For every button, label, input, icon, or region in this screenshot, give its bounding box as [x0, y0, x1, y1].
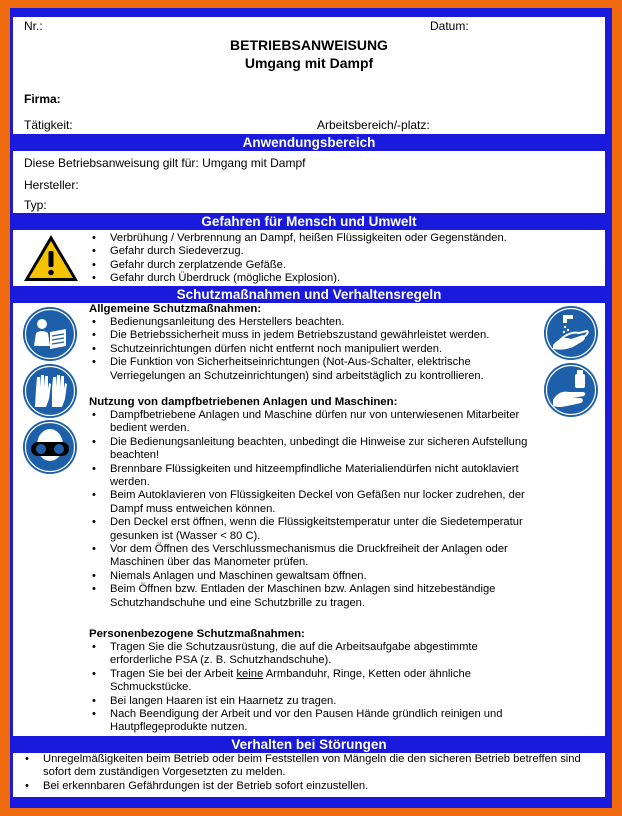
- list-item-text: Tragen Sie bei der Arbeit: [110, 667, 237, 680]
- firma-label: Firma:: [24, 92, 61, 106]
- list-item-text: Armbanduhr, Ringe, Ketten oder ähnliche Schmuckstücke.: [110, 667, 471, 694]
- list-item: • Bedienungsanleitung des Herstellers beachten.: [90, 316, 530, 329]
- person-list: [90, 641, 520, 735]
- hersteller-label: Hersteller:: [24, 178, 79, 192]
- warning-triangle-icon: [22, 233, 80, 283]
- page-subtitle: Umgang mit Dampf: [244, 55, 374, 71]
- list-item: • Beim Autoklavieren von Flüssigkeiten Deckel von Gefäßen nur locker zudrehen, der Dampf muss entweichen können.: [90, 489, 540, 516]
- gilt-fuer-text: Diese Betriebsanweisung gilt für: Umgang mit Dampf: [24, 156, 306, 170]
- skin-care-icon: [543, 362, 599, 418]
- list-item: • Die Betriebssicherheit muss in jedem Betriebszustand gewährleistet werden.: [90, 329, 530, 342]
- list-item: • Vor dem Öffnen des Verschlussmechanismus die Druckfreiheit der Anlagen oder Maschinen über das Manometer prüfen.: [90, 543, 540, 570]
- stoerungen-list: [23, 753, 601, 793]
- list-item: • Den Deckel erst öffnen, wenn die Flüssigkeitstemperatur unter die Siedetemperatur gesunken ist (Wasser < 80 C).: [90, 516, 540, 543]
- list-item: • Beim Öffnen bzw. Entladen der Maschinen bzw. Anlagen sind hitzebeständige Schutzhandschuhe und eine Schutzbrille zu tragen.: [90, 583, 540, 610]
- anwendung-heading: Anwendungsbereich: [13, 134, 605, 151]
- list-item: • Die Funktion von Sicherheitseinrichtungen (Not-Aus-Schalter, elektrische Verriegelungen an Schutzeinrichtungen) sind arbeitstäglich zu kontrollieren.: [90, 356, 530, 383]
- typ-label: Typ:: [24, 198, 47, 212]
- list-item: • Schutzeinrichtungen dürfen nicht entfernt noch manipuliert werden.: [90, 343, 530, 356]
- page-title: BETRIEBSANWEISUNG: [230, 37, 388, 53]
- list-item: • Die Bedienungsanleitung beachten, unbedingt die Hinweise zur sicheren Aufstellung beachten!: [90, 436, 540, 463]
- stoerungen-heading: Verhalten bei Störungen: [13, 736, 605, 753]
- list-item: • Brennbare Flüssigkeiten und hitzeempfindliche Materialiendürfen nicht autoklaviert werden.: [90, 463, 540, 490]
- list-item: • Gefahr durch Siedeverzug.: [90, 245, 600, 258]
- list-item: • Dampfbetriebene Anlagen und Maschine dürfen nur von unterwiesenen Mitarbeiter bedient werden.: [90, 409, 540, 436]
- gefahren-heading: Gefahren für Mensch und Umwelt: [13, 213, 605, 230]
- gloves-icon: [22, 363, 78, 419]
- nutzung-heading: Nutzung von dampfbetriebenen Anlagen und Maschinen:: [89, 396, 398, 408]
- list-item: • Tragen Sie die Schutzausrüstung, die auf die Arbeitsaufgabe abgestimmte erforderliche PSA (z. B. Schutzhandschuhe).: [90, 641, 520, 668]
- read-manual-icon: [22, 306, 78, 362]
- gefahren-list: [90, 232, 600, 286]
- taetigkeit-label: Tätigkeit:: [24, 118, 73, 132]
- list-item: • Gefahr durch zerplatzende Gefäße.: [90, 259, 600, 272]
- arbeitsbereich-label: Arbeitsbereich/-platz:: [317, 118, 430, 132]
- nr-label: Nr.:: [24, 19, 43, 33]
- list-item: • Niemals Anlagen und Maschinen gewaltsam öffnen.: [90, 570, 540, 583]
- list-item: • Bei langen Haaren ist ein Haarnetz zu tragen.: [90, 695, 520, 708]
- list-item: • Nach Beendigung der Arbeit und vor den Pausen Hände gründlich reinigen und Hautpflegeprodukte nutzen.: [90, 708, 520, 735]
- schutz-heading: Schutzmaßnahmen und Verhaltensregeln: [13, 286, 605, 303]
- nutzung-list: [90, 409, 540, 610]
- list-item: • Unregelmäßigkeiten beim Betrieb oder beim Feststellen von Mängeln die den sicheren Betrieb betreffen sind sofort dem zuständigen Vorgesetzten zu melden.: [23, 753, 601, 780]
- list-item: [90, 668, 520, 695]
- list-item: • Verbrühung / Verbrennung an Dampf, heißen Flüssigkeiten oder Gegenständen.: [90, 232, 600, 245]
- list-item: • Bei erkennbaren Gefährdungen ist der Betrieb sofort einzustellen.: [23, 780, 601, 793]
- list-item: • Gefahr durch Überdruck (mögliche Explosion).: [90, 272, 600, 285]
- wash-hands-icon: [543, 305, 599, 361]
- datum-label: Datum:: [430, 19, 469, 33]
- allgemein-heading: Allgemeine Schutzmaßnahmen:: [89, 303, 262, 315]
- person-heading: Personenbezogene Schutzmaßnahmen:: [89, 628, 305, 640]
- emphasis-keine: keine: [236, 667, 264, 680]
- goggles-icon: [22, 419, 78, 475]
- allgemein-list: [90, 316, 530, 383]
